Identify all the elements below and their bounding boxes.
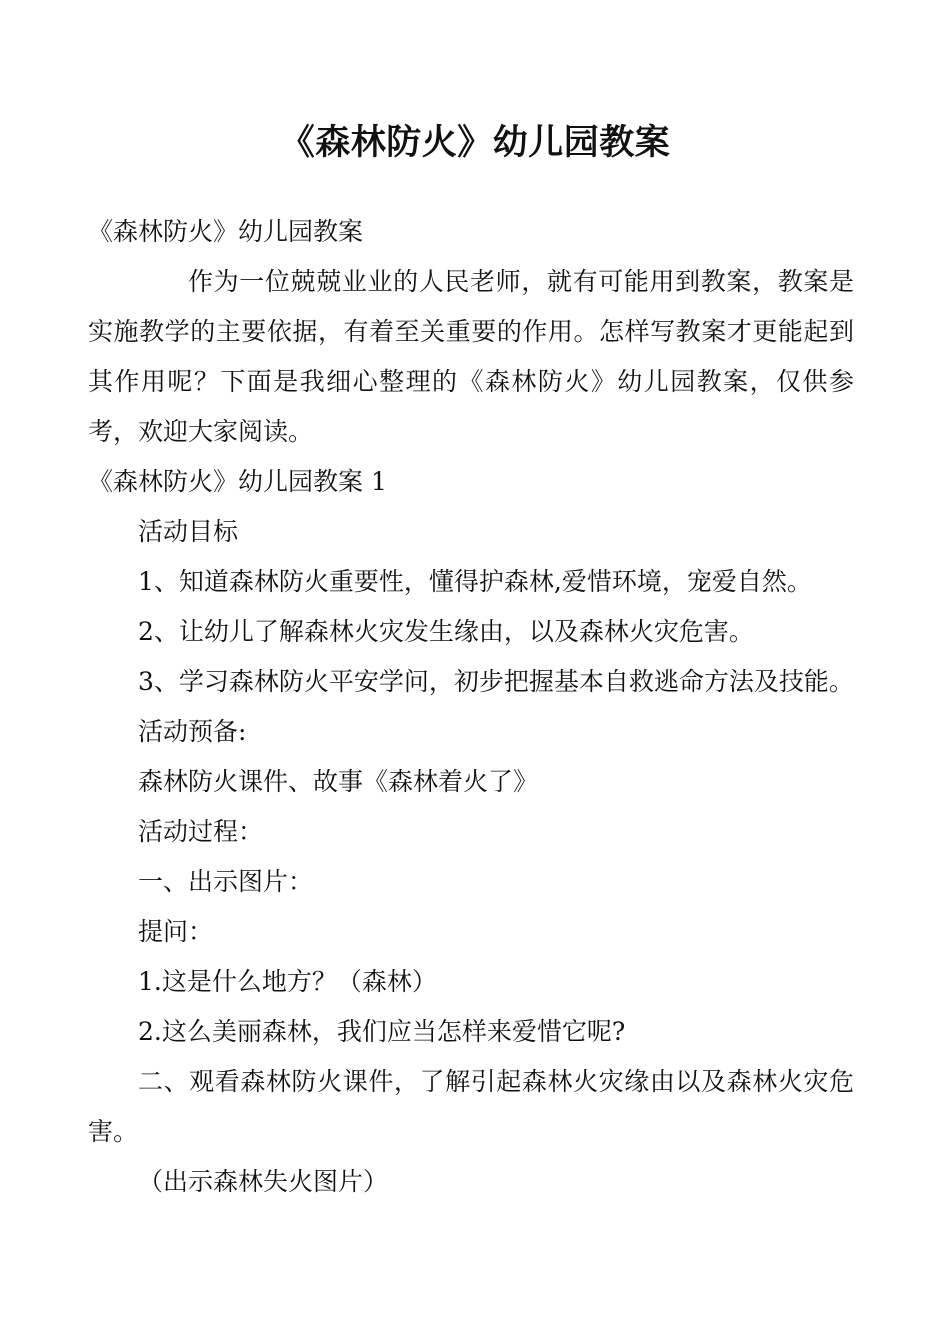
paragraph-goal-3: 3、学习森林防火平安学问，初步把握基本自救逃命方法及技能。: [138, 667, 854, 696]
document-title: 《森林防火》幼儿园教案: [279, 123, 671, 163]
paragraph-step-2: 二、观看森林防火课件，了解引起森林火灾缘由以及森林火灾危害。: [88, 1067, 854, 1146]
paragraph-preparation: 活动预备:: [138, 717, 247, 746]
paragraph-question-label: 提问：: [138, 917, 214, 946]
paragraph-subtitle: 《森林防火》幼儿园教案: [88, 217, 364, 246]
paragraph-process: 活动过程：: [138, 817, 264, 846]
paragraph-goal-1: 1、知道森林防火重要性，懂得护森林,爱惜环境，宠爱自然。: [138, 567, 812, 596]
paragraph-question-1: 1.这是什么地方？（森林）: [138, 967, 437, 996]
paragraph-show-picture: （出示森林失火图片）: [138, 1167, 389, 1196]
paragraph-goal-2: 2、让幼儿了解森林火灾发生缘由，以及森林火灾危害。: [138, 617, 754, 646]
paragraph-activity-goals: 活动目标: [138, 517, 239, 546]
document-body: [88, 207, 854, 1207]
paragraph-materials: 森林防火课件、故事《森林着火了》: [138, 767, 539, 796]
paragraph-question-2: 2.这么美丽森林，我们应当怎样来爱惜它呢?: [138, 1017, 626, 1046]
paragraph-section-heading: 《森林防火》幼儿园教案 1: [88, 467, 387, 496]
paragraph-intro: 作为一位兢兢业业的人民老师，就有可能用到教案，教案是实施教学的主要依据，有着至关重要的作用。怎样写教案才更能起到其作用呢？下面是我细心整理的《森林防火》幼儿园教案，仅供参考，欢迎大家阅读。: [88, 267, 854, 446]
paragraph-step-1: 一、出示图片：: [138, 867, 314, 896]
